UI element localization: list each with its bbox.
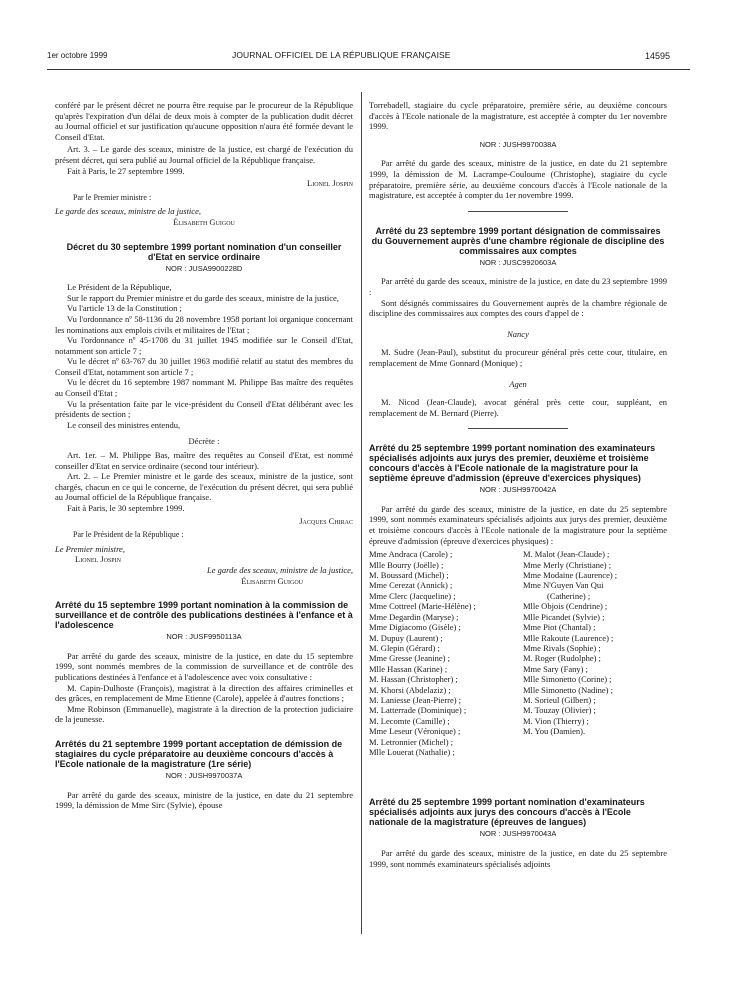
examiner-name: M. Latterrade (Dominique) ; (369, 705, 467, 716)
arrete-15-title: Arrêté du 15 septembre 1999 portant nomination à la commission de surveillance et de contrôle des publications destinées à l'enfance et à l'adolescence (55, 600, 353, 631)
city-agen: Agen (509, 378, 527, 389)
garde-des-sceaux-2: Le garde des sceaux, ministre de la justice, (207, 564, 353, 575)
arrete-21-nor: NOR : JUSH9970037A (165, 770, 243, 780)
header-page-number: 14595 (645, 51, 671, 61)
examiner-name: M. Roger (Rudolphe) ; (523, 653, 601, 664)
arrete-38-body: Par arrêté du garde des sceaux, ministre de la justice, en date du 21 septembre 1999, la démission de M. Lacrampe-Couloume (Christophe), stagiaire du cycle préparatoire, première série, au deuxième concours d'accès à l'Ecole nationale de la magistrature, est acceptée à compter du 1er novembre 1999. (369, 158, 667, 201)
arrete-25a-title: Arrêté du 25 septembre 1999 portant nomination des examinateurs spécialisés adjoints aux jurys des premier, deuxième et troisième concours d'accès à l'Ecole nationale de la magistrature pour la septième épreuve d'admission (épreuve d'exercices physiques) (369, 443, 656, 484)
examiner-name: Mme Degardin (Maryse) ; (369, 611, 459, 622)
examiner-name: M. You (Damien). (523, 726, 586, 737)
examiner-name: Mme Cerezat (Annick) ; (369, 580, 453, 591)
arrete-25b-nor: NOR : JUSH9970043A (479, 829, 557, 839)
examiner-name: Mlle Rakoute (Laurence) ; (523, 632, 614, 643)
arrete-15-nor: NOR : JUSF9950113A (166, 632, 242, 642)
examiner-name: (Catherine) ; (547, 590, 591, 601)
examiner-name: Mlle Simonetto (Nadine) ; (523, 684, 613, 695)
examiners-list (369, 549, 667, 757)
examiner-name: M. Lecomte (Camille) ; (369, 715, 450, 726)
signature-jospin: Lionel Jospin (307, 178, 353, 189)
decret-line: Vu le décret du 16 septembre 1987 nommant M. Philippe Bas maître des requêtes au Conseil d'Etat ; (55, 377, 353, 399)
decret-line: Vu l'article 13 de la Constitution ; (67, 303, 182, 314)
examiner-name: M. Sorieul (Gilbert) ; (523, 694, 596, 705)
continuation-paragraph: Torrebadell, stagiaire du cycle préparatoire, première série, au deuxième concours d'accès à l'Ecole nationale de la magistrature, est acceptée à compter du 1er novembre 1999. (369, 100, 667, 132)
examiner-name: Mlle Objois (Cendrine) ; (523, 601, 608, 612)
article-2: Art. 2. – Le Premier ministre et le garde des sceaux, ministre de la justice, sont chargés, chacun en ce qui le concerne, de l'exécution du présent décret, qui sera publié au Journal officiel de la République française. (55, 471, 353, 503)
arrete-25a-body: Par arrêté du garde des sceaux, ministre de la justice, en date du 25 septembre 1999, sont nommés examinateurs spécialisés adjoints aux jurys des premier, deuxième et troisième concours d'accès à l'Ecole nationale de la magistrature pour la septième épreuve d'admission (épreuve d'exercices physiques) : (369, 503, 667, 546)
header-journal-title: JOURNAL OFFICIEL DE LA RÉPUBLIQUE FRANÇAISE (232, 50, 451, 60)
garde-des-sceaux-1: Le garde des sceaux, ministre de la justice, (55, 206, 201, 217)
examiner-name: Mme Merly (Christiane) ; (523, 559, 612, 570)
header-rule (47, 69, 690, 70)
premier-ministre: Le Premier ministre, (55, 543, 125, 554)
decrete-heading: Décrète : (188, 436, 220, 447)
examiner-name: Mme Leseur (Véronique) ; (369, 726, 461, 737)
arrete-23-nor: NOR : JUSC9920603A (479, 257, 557, 267)
examiner-name: M. Letronnier (Michel) ; (369, 736, 454, 747)
decret-line: Sur le rapport du Premier ministre et du garde des sceaux, ministre de la justice, (67, 292, 339, 303)
nancy-designation: M. Sudre (Jean-Paul), substitut du procureur général près cette cour, titulaire, en remplacement de Mme Gonnard (Monique) ; (369, 347, 667, 368)
examiner-name: Mme Sary (Fany) ; (523, 663, 588, 674)
examiner-name: M. Laniesse (Jean-Pierre) ; (369, 694, 462, 705)
par-president: Par le Président de la République : (73, 530, 184, 540)
examiner-name: M. Malot (Jean-Claude) ; (523, 549, 610, 560)
intro-paragraph: conféré par le présent décret ne pourra être requise par le procureur de la République qu'après l'expiration d'un délai de deux mois à compter de la publication dudit décret au Journal officiel et sur justification qu'aucune opposition n'aura été formée devant le Conseil d'Etat. (55, 100, 353, 142)
article-1: Art. 1er. – M. Philippe Bas, maître des requêtes au Conseil d'Etat, est nommé conseiller d'Etat en service ordinaire (second tour intérieur). (55, 450, 353, 471)
arrete-15-line: M. Capin-Dulhoste (François), magistrat à la direction des affaires criminelles et des grâces, en remplacement de Mme Etienne (Carole), appelée à d'autres fonctions ; (55, 682, 353, 704)
arrete-23-title: Arrêté du 23 septembre 1999 portant désignation de commissaires du Gouvernement auprès d'une chambre régionale de discipline des commissaires aux comptes (371, 225, 665, 256)
decret-line: Vu l'ordonnance nº 45-1708 du 31 juillet 1945 modifiée sur le Conseil d'Etat, notamment son article 7 ; (55, 335, 353, 356)
examiner-name: Mme Clerc (Jacqueline) ; (369, 590, 456, 601)
arrete-21-title: Arrêtés du 21 septembre 1999 portant acceptation de démission de stagiaires du cycle préparatoire au deuxième concours d'accès à l'Ecole nationale de la magistrature (1re série) (55, 738, 343, 769)
left-column (55, 100, 353, 811)
examiners-column-right (523, 549, 667, 757)
examiner-name: Mme Cottreel (Marie-Hélène) ; (369, 601, 476, 612)
examiner-name: Mlle Hassan (Karine) ; (369, 663, 448, 674)
decret-line: Vu l'ordonnance nº 58-1136 du 28 novembre 1958 portant loi organique concernant les nominations aux emplois civils et militaires de l'Etat ; (55, 313, 353, 335)
examiner-name: Mme Gresse (Jeanine) ; (369, 653, 450, 664)
signature-guigou-1: Élisabeth Guigou (173, 216, 235, 227)
decret-line: Le conseil des ministres entendu, (67, 419, 181, 430)
arrete-25b-title: Arrêté du 25 septembre 1999 portant nomination d'examinateurs spécialisés adjoints aux jurys des concours d'accès à l'Ecole nationale de la magistrature (épreuves de langues) (369, 797, 645, 828)
signature-chirac: Jacques Chirac (299, 515, 353, 526)
decret-nor: NOR : JUSA9900228D (165, 263, 243, 273)
arrete-23-line: Par arrêté du garde des sceaux, ministre de la justice, en date du 23 septembre 1999 : (369, 276, 667, 297)
section-separator (468, 211, 568, 212)
arrete-21-body: Par arrêté du garde des sceaux, ministre de la justice, en date du 21 septembre 1999, la démission de Mme Sirc (Sylvie), épouse (55, 789, 353, 811)
examiners-column-left (369, 549, 513, 757)
article-3: Art. 3. – Le garde des sceaux, ministre de la justice, est chargé de l'exécution du présent décret, qui sera publié au Journal officiel de la République française. (55, 144, 353, 165)
signature-jospin-2: Lionel Jospin (75, 554, 121, 565)
examiner-name: Mme Digiacomo (Gisèle) ; (369, 622, 461, 633)
right-column (369, 100, 667, 869)
decret-title: Décret du 30 septembre 1999 portant nomination d'un conseiller d'Etat en service ordinaire (66, 241, 342, 262)
fait-a-paris-1: Fait à Paris, le 27 septembre 1999. (67, 165, 185, 176)
city-nancy: Nancy (507, 328, 529, 339)
arrete-15-line: Mme Robinson (Emmanuelle), magistrate à la direction de la protection judiciaire de la jeunesse. (55, 703, 353, 725)
examiner-name: M. Vion (Thierry) ; (523, 715, 589, 726)
column-divider (361, 92, 362, 934)
arrete-15-line: Par arrêté du garde des sceaux, ministre de la justice, en date du 15 septembre 1999, sont nommés membres de la commission de surveillance et de contrôle des publications destinées à l'enfance et à l'adolescence avec voix consultative : (55, 650, 353, 682)
arrete-25b-body: Par arrêté du garde des sceaux, ministre de la justice, en date du 25 septembre 1999, sont nommés examinateurs spécialisés adjoints (369, 847, 667, 869)
par-premier-ministre: Par le Premier ministre : (73, 192, 152, 202)
fait-a-paris-2: Fait à Paris, le 30 septembre 1999. (67, 503, 185, 513)
examiner-name: M. Dupuy (Laurent) ; (369, 632, 443, 643)
decret-line: Vu le décret nº 63-767 du 30 juillet 1963 modifié relatif au statut des membres du Conseil d'Etat, notamment son article 7 ; (55, 356, 353, 377)
nor-38: NOR : JUSH9970038A (479, 139, 557, 149)
examiner-name: Mlle Simonetto (Corine) ; (523, 674, 612, 685)
examiner-name: M. Touzay (Olivier) ; (523, 705, 596, 716)
page-header (0, 51, 731, 65)
examiner-name: Mme Modaine (Laurence) ; (523, 570, 618, 581)
examiner-name: Mme Andraca (Carole) ; (369, 549, 453, 560)
arrete-25a-nor: NOR : JUSH9970042A (479, 485, 557, 495)
examiner-name: Mlle Bourry (Joëlle) ; (369, 559, 444, 570)
header-date: 1er octobre 1999 (47, 51, 108, 60)
examiner-name: M. Khorsi (Abdelaziz) ; (369, 684, 451, 695)
examiner-name: M. Hassan (Christopher) ; (369, 674, 458, 685)
arrete-23-line: Sont désignés commissaires du Gouvernement auprès de la chambre régionale de discipline des commissaires aux comptes des cours d'appel de : (369, 297, 667, 319)
examiner-name: Mme Piot (Chantal) ; (523, 622, 596, 633)
agen-designation: M. Nicod (Jean-Claude), avocat général près cette cour, suppléant, en remplacement de M. Bernard (Pierre). (369, 397, 667, 418)
signature-guigou-2: Élisabeth Guigou (241, 575, 303, 586)
examiner-name: Mlle Louerat (Nathalie) ; (369, 746, 455, 757)
decret-line: Le Président de la République, (67, 282, 172, 293)
decret-line: Vu la présentation faite par le vice-président du Conseil d'Etat délibérant avec les présidents de section ; (55, 398, 353, 420)
examiner-name: Mme N'Guyen Van Qui (523, 580, 604, 591)
examiner-name: Mme Rivals (Sophie) ; (523, 642, 601, 653)
examiner-name: M. Boussard (Michel) ; (369, 570, 449, 581)
section-separator (468, 428, 568, 429)
examiner-name: Mlle Picandet (Sylvie) ; (523, 611, 605, 622)
examiner-name: M. Glepin (Gérard) ; (369, 642, 440, 653)
